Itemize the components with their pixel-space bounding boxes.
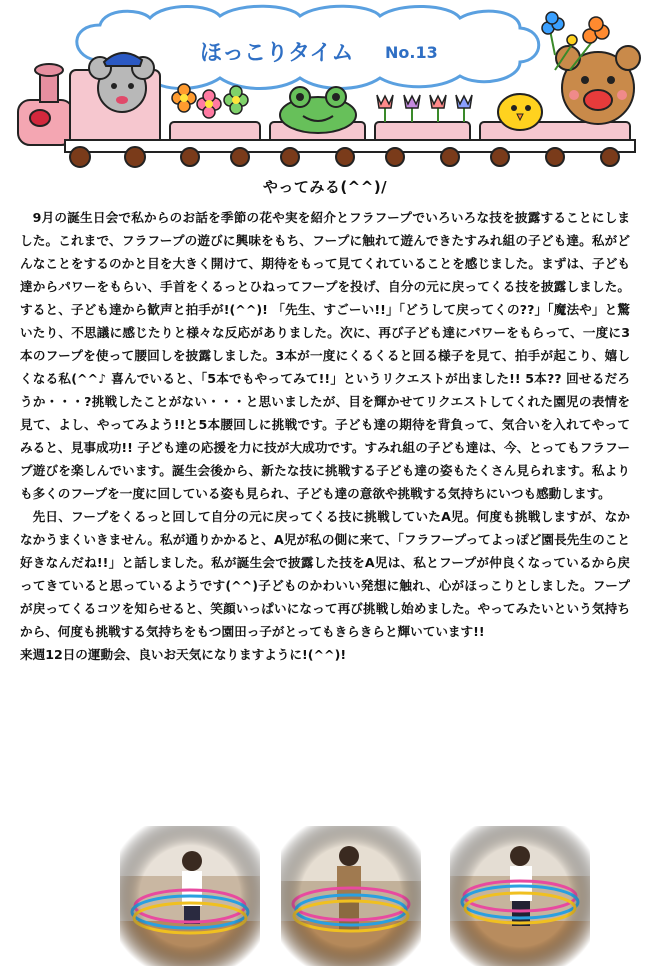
- tulip-icon: [377, 95, 472, 122]
- hula-hoop-photo: [120, 826, 260, 966]
- paragraph: 先日、フープをくるっと回して自分の元に戻ってくる技に挑戦していたA児。何度も挑戦しますが、なかなかうまくいきません。私が通りかかると、A児が私の側に来て、「フラフープってよっぽど園長先生のこと好きなんだね!!」と話しました。私が誕生会で披露した技をA児は、私とフープが仲良くなっているから戻ってきていると思っているようです(^^)子どものかわいい発想に触れ、心がほっこりとしました。フープが戻ってくるコツを知らせると、笑顔いっぱいになって再び挑戦し始めました。やってみたいという気持ちから、何度も挑戦する気持ちをもつ園田っ子がとってもきらきらと輝いています!!: [20, 509, 630, 639]
- frog-icon: [280, 87, 356, 133]
- header-illustration: [0, 0, 650, 175]
- bear-icon: [556, 46, 640, 124]
- hula-hoop-photo: [450, 826, 590, 966]
- article-body: [20, 206, 630, 666]
- paragraph: 9月の誕生日会で私からのお話を季節の花や実を紹介とフラフープでいろいろな技を披露することにしました。これまで、フラフープの遊びに興味をもち、フープに触れて遊んできたすみれ組の子ども達。私がどんなことをするのかと目を大きく開けて、期待をもって見てくれていることを感じました。まずは、子ども達からパワーをもらい、手首をくるっとひねってフープを投げ、自分の元に戻ってくる技を披露しました。すると、子ども達から歓声と拍手が!(^^)! 「先生、すごーい!!」「どうして戻ってくの??」「魔法や」と驚いたり、不思議に感じたりと様々な反応がありました。次に、再び子ども達にパワーをもらって、一度に3本のフープを使って腰回しを披露しました。3本が一度にくるくると回る様子を見て、拍手が起こり、嬉しくなる私(^^♪ 喜んでいると、「5本でもやってみて!!」というリクエストが出ました!! 5本?? 回せるだろうか・・・?挑戦したことがない・・・と思いましたが、目を輝かせてリクエストしてくれた園児の表情を見て、よし、やってみよう!!と5本腰回しに挑戦です。子ども達の期待を背負って、気合いを入れてやってみると、見事成功!! 子ども達の応援を力に技が大成功です。すみれ組の子ども達は、今、とってもフラフープ遊びを楽しんでいます。誕生会後から、新たな技に挑戦する子ども達の姿もたくさん見られます。私よりも多くのフープを一度に回している姿も見られ、子ども達の意欲や挑戦する気持ちにいつも感動します。: [20, 210, 630, 501]
- hula-hoop-photo: [281, 826, 421, 966]
- header-title: ほっこりタイム: [200, 41, 354, 66]
- closing-line: 来週12日の運動会、良いお天気になりますように!(^^)!: [20, 647, 347, 662]
- header-number: No.13: [385, 43, 438, 62]
- article-subtitle: やってみる(^^)/: [262, 178, 388, 196]
- flower-icon: [172, 84, 248, 118]
- chick-icon: [498, 94, 542, 130]
